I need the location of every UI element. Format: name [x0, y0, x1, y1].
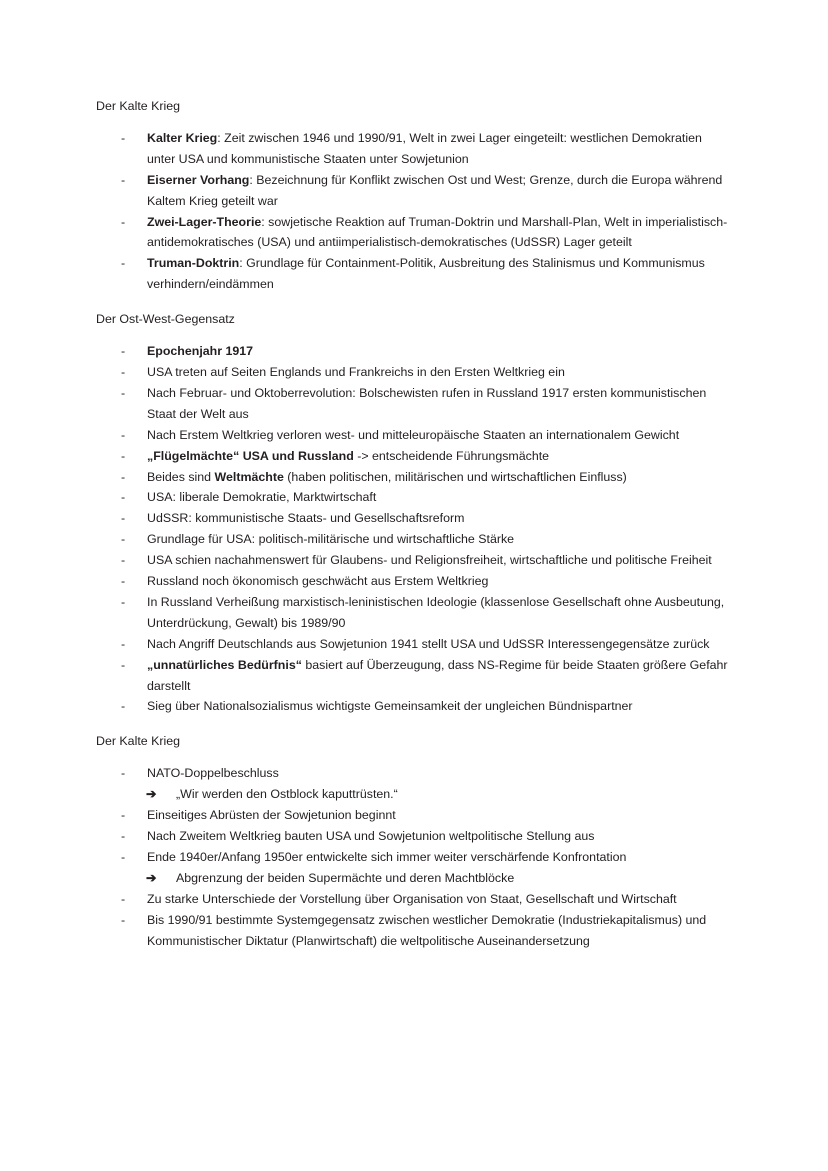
- bullet-text-rest: USA: liberale Demokratie, Marktwirtschaft: [147, 490, 377, 505]
- bullet-text-rest: Abgrenzung der beiden Supermächte und deren Machtblöcke: [176, 870, 515, 885]
- bullet-text-rest: Nach Angriff Deutschlands aus Sowjetunion 1941 stellt USA und UdSSR Interessengegensätze zurück: [147, 636, 710, 651]
- bullet-text-rest: Nach Februar- und Oktoberrevolution: Bolschewisten rufen in Russland 1917 ersten kommunistischen Staat der Welt aus: [147, 385, 707, 421]
- bullet-text-rest: NATO-Doppelbeschluss: [147, 766, 279, 781]
- dash-bullet-icon: -: [121, 130, 126, 145]
- bullet-text-rest: Nach Erstem Weltkrieg verloren west- und mitteleuropäische Staaten an internationalem Gewicht: [147, 427, 680, 442]
- bullet-text-rest: (haben politischen, militärischen und wirtschaftlichen Einfluss): [283, 469, 627, 484]
- bullet-text-rest: Russland noch ökonomisch geschwächt aus Erstem Weltkrieg: [147, 574, 489, 589]
- bullet-item: [96, 805, 732, 826]
- dash-bullet-icon: -: [121, 891, 126, 906]
- bullet-text: [147, 892, 677, 906]
- bullet-text: [147, 470, 627, 484]
- bullet-text-emphasis: Weltmächte: [214, 469, 284, 484]
- dash-bullet-icon: -: [121, 829, 126, 843]
- dash-bullet-icon: -: [121, 636, 126, 651]
- dash-bullet-icon: -: [121, 766, 126, 781]
- dash-bullet-icon: -: [121, 385, 126, 400]
- bullet-text: [147, 490, 376, 504]
- bullet-text-rest: Ende 1940er/Anfang 1950er entwickelte sich immer weiter verschärfende Konfrontation: [147, 849, 627, 864]
- bullet-text: [147, 808, 396, 822]
- bullet-item: [96, 910, 732, 952]
- bullet-text-rest: UdSSR: kommunistische Staats- und Gesellschaftsreform: [147, 511, 465, 526]
- bullet-text-rest: Sieg über Nationalsozialismus wichtigste Gemeinsamkeit der ungleichen Bündnispartner: [147, 699, 633, 714]
- dash-bullet-icon: -: [121, 808, 126, 823]
- bullet-text-rest: : sowjetische Reaktion auf Truman-Doktrin und Marshall-Plan, Welt in imperialistisch-antidemokratisches (USA) und antiimperialistisch-demokratisches (UdSSR) Lager geteilt: [147, 214, 728, 250]
- arrow-icon: ➔: [146, 870, 157, 885]
- bullet-text: [147, 511, 464, 525]
- bullet-text: [147, 173, 722, 208]
- bullet-text: [147, 344, 253, 358]
- bullet-item: [96, 487, 732, 508]
- bullet-item: [96, 362, 732, 383]
- section-heading: Der Kalte Krieg: [96, 99, 181, 113]
- dash-bullet-icon: -: [121, 574, 126, 589]
- bullet-item: [96, 128, 732, 170]
- dash-bullet-icon: -: [121, 532, 126, 547]
- bullet-text-rest: Zu starke Unterschiede der Vorstellung über Organisation von Staat, Gesellschaft und Wirtschaft: [147, 891, 677, 906]
- bullet-item: [96, 529, 732, 550]
- bullet-text: [147, 532, 514, 546]
- bullet-text-rest: Einseitiges Abrüsten der Sowjetunion beginnt: [147, 808, 396, 823]
- dash-bullet-icon: -: [121, 553, 126, 568]
- sub-bullet-item: [96, 784, 732, 805]
- sub-bullet-item: [96, 868, 732, 889]
- bullet-text: [147, 637, 710, 651]
- bullet-item: [96, 467, 732, 488]
- dash-bullet-icon: -: [121, 448, 126, 463]
- bullet-text: [147, 449, 549, 463]
- bullet-text: [147, 699, 633, 713]
- dash-bullet-icon: -: [121, 657, 126, 672]
- dash-bullet-icon: -: [121, 511, 126, 526]
- bullet-item: [96, 446, 732, 467]
- dash-bullet-icon: -: [121, 699, 126, 714]
- bullet-list: [96, 128, 732, 295]
- bullet-term: „unnatürliches Bedürfnis“: [147, 657, 302, 672]
- bullet-text: [147, 595, 724, 630]
- bullet-item: [96, 550, 732, 571]
- document-section: [96, 309, 732, 717]
- bullet-item: [96, 212, 732, 254]
- bullet-item: [96, 592, 732, 634]
- bullet-text-rest: basiert auf Überzeugung, dass NS-Regime für beide Staaten größere Gefahr darstellt: [147, 657, 728, 693]
- bullet-item: [96, 571, 732, 592]
- bullet-item: [96, 425, 732, 446]
- bullet-text: [147, 574, 488, 588]
- bullet-list: [96, 341, 732, 717]
- bullet-term: Truman-Doktrin: [147, 256, 240, 271]
- bullet-text: [147, 365, 565, 379]
- dash-bullet-icon: -: [121, 469, 126, 484]
- bullet-list: [96, 763, 732, 951]
- bullet-text-rest: Nach Zweitem Weltkrieg bauten USA und Sowjetunion weltpolitische Stellung aus: [147, 829, 595, 843]
- arrow-icon: ➔: [146, 787, 157, 802]
- bullet-item: [96, 170, 732, 212]
- dash-bullet-icon: -: [121, 214, 126, 229]
- bullet-text: [147, 215, 727, 250]
- bullet-text-rest: : Zeit zwischen 1946 und 1990/91, Welt in zwei Lager eingeteilt: westlichen Demokratien unter USA und kommunistische Staaten unter Sowjetunion: [147, 130, 702, 166]
- bullet-text-rest: In Russland Verheißung marxistisch-leninistischen Ideologie (klassenlose Gesellschaft ohne Ausbeutung, Unterdrückung, Gewalt) bis 1989/90: [147, 594, 725, 630]
- dash-bullet-icon: -: [121, 364, 126, 379]
- bullet-item: [96, 696, 732, 717]
- bullet-item: [96, 889, 732, 910]
- dash-bullet-icon: -: [121, 256, 126, 271]
- bullet-text: [147, 131, 702, 166]
- bullet-text: [176, 871, 514, 885]
- dash-bullet-icon: -: [121, 849, 126, 864]
- bullet-item: [96, 253, 732, 295]
- bullet-term: Eiserner Vorhang: [147, 172, 250, 187]
- bullet-item: [96, 634, 732, 655]
- bullet-text-rest: Bis 1990/91 bestimmte Systemgegensatz zwischen westlicher Demokratie (Industriekapitalismus) und Kommunistischer Diktatur (Planwirtschaft) die weltpolitische Auseinandersetzung: [147, 912, 707, 948]
- section-heading: Der Kalte Krieg: [96, 734, 181, 749]
- document-section: [96, 96, 732, 295]
- bullet-item: [96, 763, 732, 784]
- bullet-text-pre: Beides sind: [147, 469, 215, 484]
- bullet-term: Zwei-Lager-Theorie: [147, 214, 262, 229]
- bullet-term: Kalter Krieg: [147, 130, 218, 145]
- section-heading: Der Ost-West-Gegensatz: [96, 312, 235, 327]
- bullet-item: [96, 655, 732, 697]
- bullet-text: [176, 787, 398, 801]
- bullet-text-rest: Grundlage für USA: politisch-militärische und wirtschaftliche Stärke: [147, 532, 515, 547]
- bullet-text: [147, 913, 706, 948]
- dash-bullet-icon: -: [121, 427, 126, 442]
- dash-bullet-icon: -: [121, 594, 126, 609]
- bullet-text: [147, 658, 728, 693]
- bullet-text-rest: : Grundlage für Containment-Politik, Ausbreitung des Stalinismus und Kommunismus verhindern/eindämmen: [147, 256, 705, 292]
- bullet-item: [96, 508, 732, 529]
- dash-bullet-icon: -: [121, 344, 126, 359]
- bullet-term: „Flügelmächte“ USA und Russland: [147, 448, 354, 463]
- bullet-text-rest: USA treten auf Seiten Englands und Frankreichs in den Ersten Weltkrieg ein: [147, 364, 565, 379]
- document-body: [96, 96, 732, 951]
- bullet-term: Epochenjahr 1917: [147, 344, 254, 359]
- bullet-text: [147, 829, 594, 843]
- bullet-text: [147, 553, 712, 567]
- bullet-text: [147, 766, 279, 780]
- bullet-item: [96, 826, 732, 847]
- bullet-text-rest: : Bezeichnung für Konflikt zwischen Ost und West; Grenze, durch die Europa während Kaltem Krieg geteilt war: [147, 172, 723, 208]
- bullet-text: [147, 256, 705, 291]
- bullet-text-rest: -> entscheidende Führungsmächte: [353, 448, 550, 463]
- bullet-text-rest: „Wir werden den Ostblock kaputtrüsten.“: [176, 787, 398, 802]
- bullet-item: [96, 341, 732, 362]
- bullet-item: [96, 383, 732, 425]
- bullet-item: [96, 847, 732, 868]
- document-section: [96, 731, 732, 951]
- dash-bullet-icon: -: [121, 490, 126, 505]
- bullet-text: [147, 386, 706, 421]
- bullet-text: [147, 850, 626, 864]
- dash-bullet-icon: -: [121, 172, 126, 187]
- dash-bullet-icon: -: [121, 912, 126, 927]
- bullet-text-rest: USA schien nachahmenswert für Glaubens- und Religionsfreiheit, wirtschaftliche und politische Freiheit: [147, 553, 712, 568]
- bullet-text: [147, 428, 679, 442]
